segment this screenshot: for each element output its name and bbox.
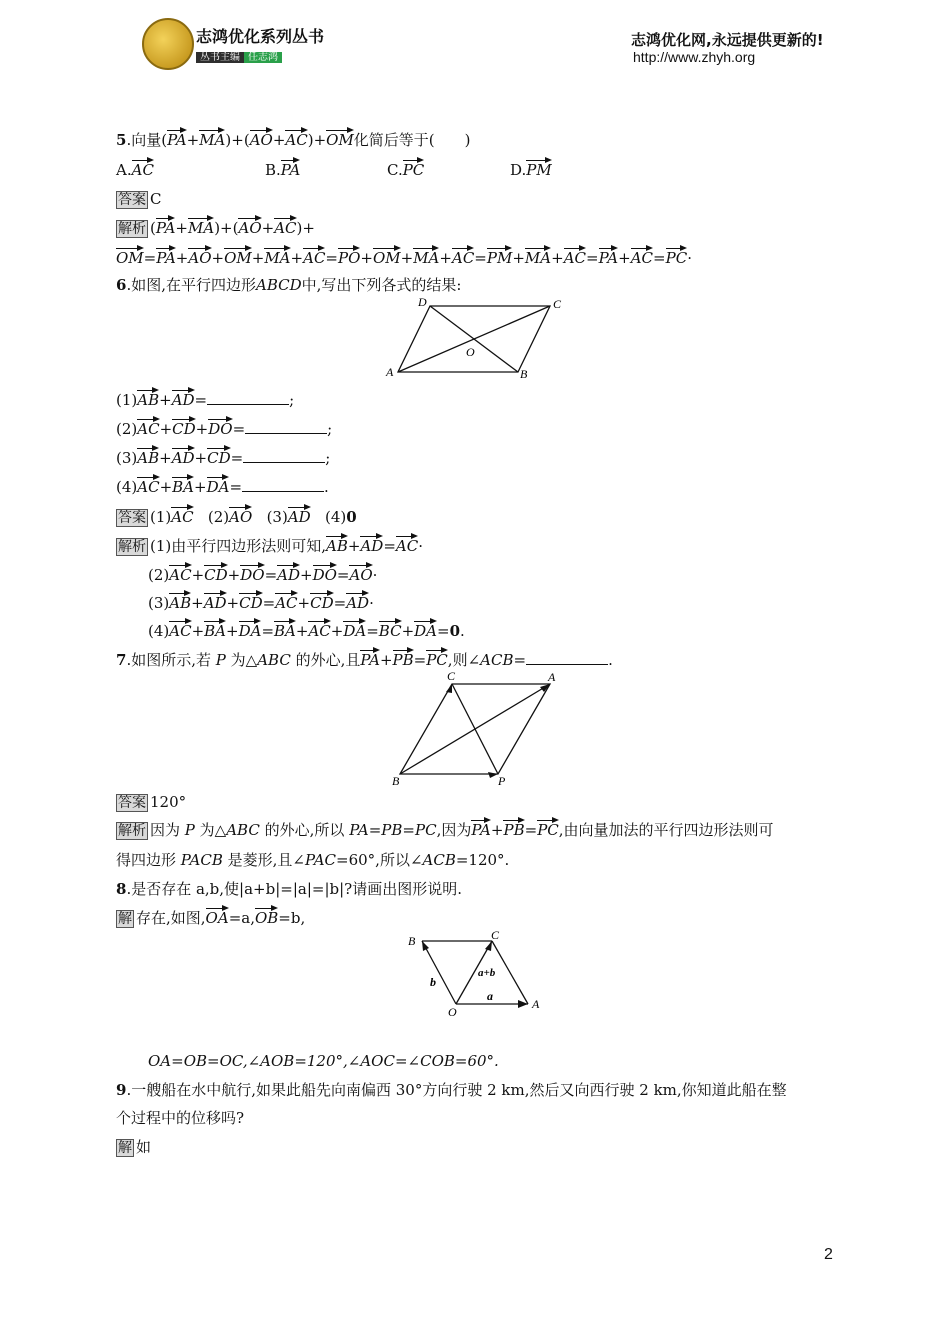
- label-b: B: [392, 774, 400, 788]
- q9-stem-line2: 个过程中的位移吗?: [116, 1109, 245, 1127]
- editor-tag: 丛书主编 任志鸿: [196, 48, 282, 63]
- page-number: 2: [824, 1246, 833, 1263]
- q6-item-4: (4)AC+BA+DA= .: [116, 475, 329, 497]
- series-title: 志鸿优化系列丛书: [196, 27, 325, 46]
- q7-stem: 7.如图所示,若 P 为△ABC 的外心,且PA+PB=PC,则∠ACB= .: [116, 648, 613, 670]
- label-c: C: [447, 669, 456, 683]
- label-a: A: [532, 997, 540, 1011]
- label-vec-a: a: [487, 989, 493, 1003]
- q7-rhombus-figure: [388, 668, 563, 790]
- label-c: C: [553, 297, 562, 311]
- q8-stem: 8.是否存在 a,b,使|a+b|=|a|=|b|?请画出图形说明.: [116, 880, 462, 898]
- label-b: B: [520, 367, 528, 381]
- label-b: B: [408, 934, 416, 948]
- label-a: A: [386, 365, 394, 379]
- q6-analysis-2: (2)AC+CD+DO=AD+DO=AO·: [148, 563, 377, 585]
- slogan: 志鸿优化网,永远提供更新的!: [631, 31, 824, 49]
- label-o: O: [466, 345, 475, 359]
- label-a: A: [548, 670, 556, 684]
- q7-answer: 答案 120°: [118, 793, 187, 811]
- q9-solve: 解 如: [118, 1138, 152, 1156]
- q7-analysis-line1: 解析 因为 P 为△ABC 的外心,所以 PA=PB=PC,因为PA+PB=PC,由向量加法的平行四边形法则可: [116, 818, 774, 840]
- q6-item-1: (1)AB+AD= ;: [116, 388, 294, 410]
- label-vec-b: b: [430, 975, 436, 989]
- header-url[interactable]: http://www.zhyh.org: [633, 49, 756, 65]
- q6-parallelogram-figure: [380, 292, 570, 384]
- label-o: O: [448, 1005, 457, 1019]
- q5-option-c: C.PC: [387, 158, 424, 180]
- q6-stem: 6.如图,在平行四边形ABCD中,写出下列各式的结果:: [116, 276, 462, 294]
- q5-option-a: A.AC: [116, 158, 154, 180]
- q6-analysis-4: (4)AC+BA+DA=BA+AC+DA=BC+DA=0.: [148, 619, 465, 641]
- q5-stem: 5.向量(PA+MA)+(AO+AC)+OM化简后等于( ): [116, 128, 471, 150]
- q7-analysis-line2: 得四边形 PACB 是菱形,且∠PAC=60°,所以∠ACB=120°.: [116, 851, 510, 869]
- label-p: P: [498, 774, 506, 788]
- label-c: C: [491, 928, 500, 942]
- q8-conclusion: OA=OB=OC,∠AOB=120°,∠AOC=∠COB=60°.: [148, 1052, 499, 1070]
- q6-item-2: (2)AC+CD+DO= ;: [116, 417, 332, 439]
- q5-answer: 答案 C: [118, 190, 162, 208]
- q6-answer: 答案 (1)AC (2)AO (3)AD (4)0: [116, 505, 357, 527]
- q6-analysis-3: (3)AB+AD+CD=AC+CD=AD·: [148, 591, 374, 613]
- q5-option-b: B.PA: [265, 158, 300, 180]
- label-a-plus-b: a+b: [478, 967, 496, 979]
- q8-vector-figure: [402, 928, 552, 1020]
- q6-item-3: (3)AB+AD+CD= ;: [116, 446, 330, 468]
- q8-solve: 解 存在,如图,OA=a,OB=b,: [116, 906, 305, 928]
- q6-analysis-1: 解析 (1)由平行四边形法则可知,AB+AD=AC·: [116, 534, 423, 556]
- q5-option-d: D.PM: [510, 158, 552, 180]
- q9-stem-line1: 9.一艘船在水中航行,如果此船先向南偏西 30°方向行驶 2 km,然后又向西行驶 2 km,你知道此船在整: [116, 1081, 787, 1099]
- logo-emblem: [142, 18, 194, 70]
- q5-analysis-line2: OM=PA+AO+OM+MA+AC=PO+OM+MA+AC=PM+MA+AC=PA+AC=PC·: [116, 246, 692, 268]
- q5-analysis-line1: 解析 (PA+MA)+(AO+AC)+: [116, 216, 315, 238]
- label-d: D: [418, 295, 427, 309]
